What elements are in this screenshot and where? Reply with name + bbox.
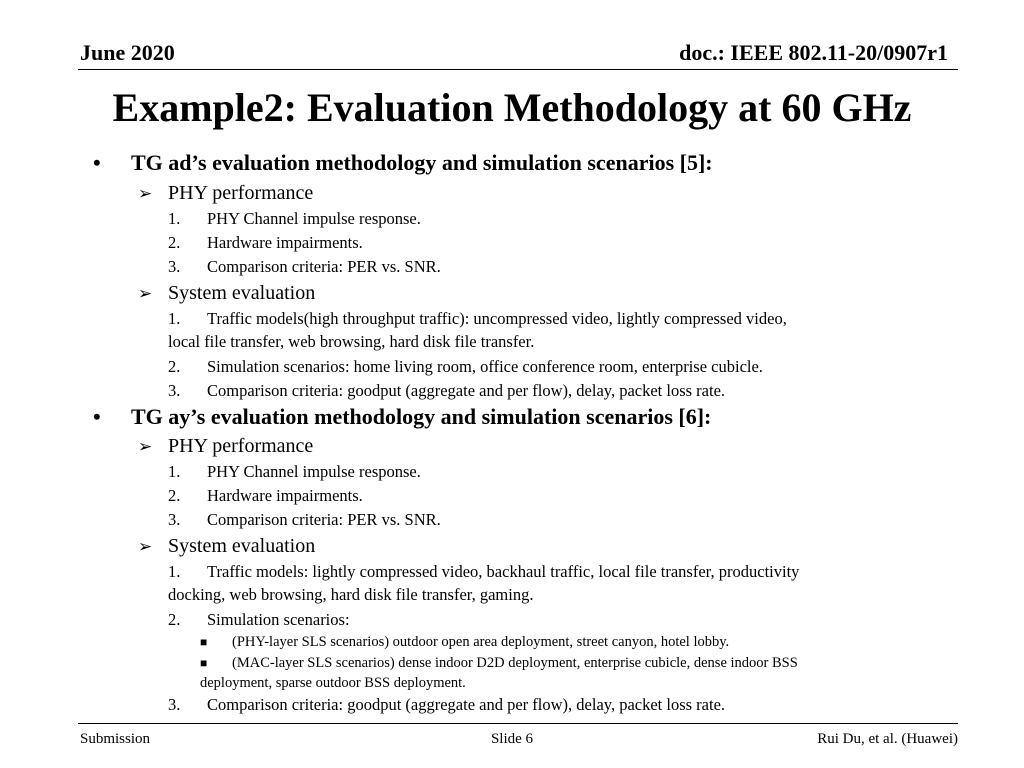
- bullet-heading: TG ad’s evaluation methodology and simulation scenarios [5]:: [131, 150, 713, 175]
- arrow-bullet-icon: ➢: [138, 184, 153, 203]
- header-doc-number: doc.: IEEE 802.11-20/0907r1: [679, 40, 948, 65]
- bullet-heading: TG ay’s evaluation methodology and simulation scenarios [6]:: [131, 404, 712, 429]
- square-bullet-icon: ■: [200, 635, 208, 649]
- footer-slide-number: Slide 6: [490, 731, 534, 747]
- arrow-bullet-icon: ➢: [138, 437, 153, 456]
- header-date: June 2020: [80, 40, 175, 65]
- sub-bullet-label: PHY performance: [168, 182, 314, 204]
- list-item-continuation: docking, web browsing, hard disk file transfer, gaming.: [168, 585, 534, 604]
- sub-list-item-continuation: deployment, sparse outdoor BSS deployment.: [200, 675, 466, 691]
- header-divider: [78, 69, 958, 70]
- sub-bullet-phy: [138, 435, 314, 458]
- sub-list-item: ■ (MAC-layer SLS scenarios) dense indoor D2D deployment, enterprise cubicle, dense indoor BSS: [200, 655, 798, 671]
- bullet-tg-ad: [93, 150, 713, 176]
- sub-bullet-label: PHY performance: [168, 435, 314, 457]
- sub-bullet-label: System evaluation: [168, 535, 316, 557]
- footer-divider: [78, 723, 958, 724]
- sub-bullet-phy: [138, 182, 314, 205]
- footer-authors: Rui Du, et al. (Huawei): [817, 731, 958, 747]
- list-item-continuation: local file transfer, web browsing, hard disk file transfer.: [168, 332, 535, 351]
- arrow-bullet-icon: ➢: [138, 284, 153, 303]
- arrow-bullet-icon: ➢: [138, 537, 153, 556]
- sub-bullet-system: [138, 535, 316, 558]
- sub-list-item: ■ (PHY-layer SLS scenarios) outdoor open area deployment, street canyon, hotel lobby.: [200, 634, 730, 650]
- square-bullet-icon: ■: [200, 656, 208, 670]
- bullet-dot-icon: •: [93, 404, 101, 429]
- bullet-dot-icon: •: [93, 150, 101, 175]
- slide-title: Example2: Evaluation Methodology at 60 GHz: [112, 85, 912, 130]
- sub-bullet-label: System evaluation: [168, 282, 316, 304]
- footer-submission: Submission: [80, 731, 151, 747]
- sub-bullet-system: [138, 282, 316, 305]
- bullet-tg-ay: [93, 404, 712, 430]
